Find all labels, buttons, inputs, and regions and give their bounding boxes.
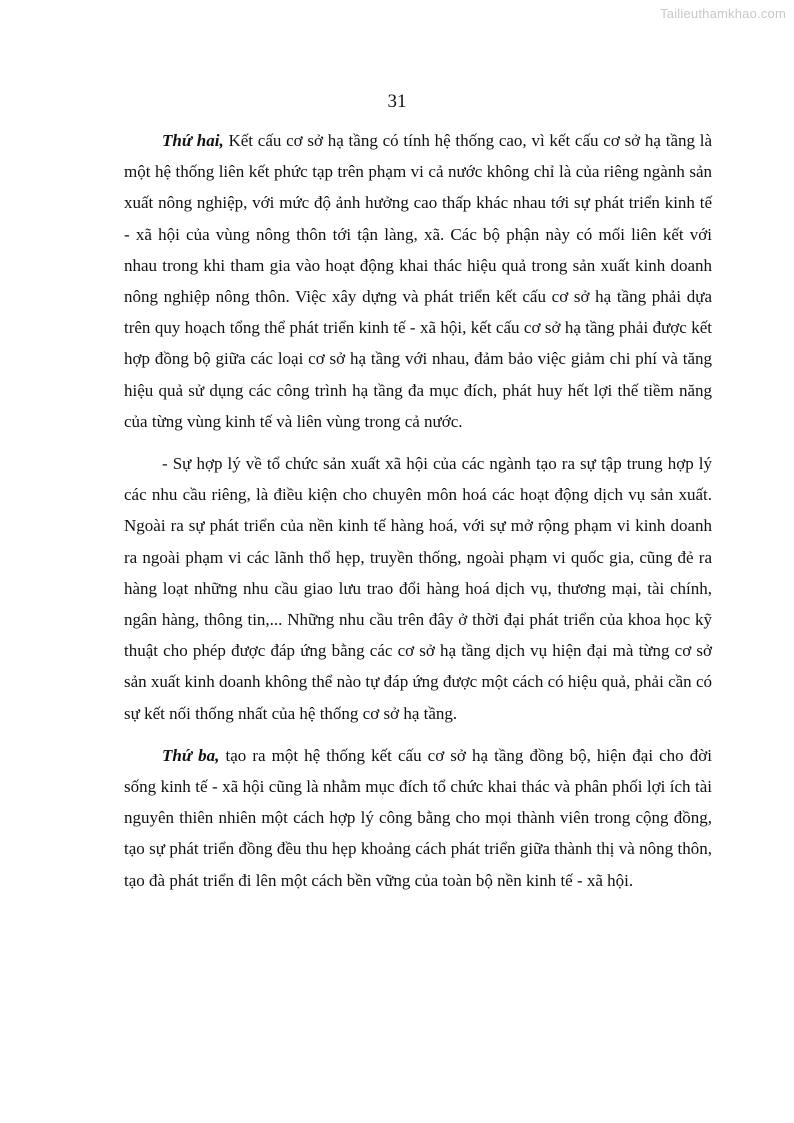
paragraph-text: Kết cấu cơ sở hạ tầng có tính hệ thống cao, vì kết cấu cơ sở hạ tầng là một hệ thống liên kết phức tạp trên phạm vi cả nước không chỉ là của riêng ngành sản xuất nông nghiệp, với mức độ ảnh hưởng cao thấp khác nhau tới sự phát triển kinh tế - xã hội của vùng nông thôn tới tận làng, xã. Các bộ phận này có mối liên kết với nhau trong khi tham gia vào hoạt động khai thác hiệu quả trong sản xuất kinh doanh nông nghiệp nông thôn. Việc xây dựng và phát triển kết cấu cơ sở hạ tầng phải dựa trên quy hoạch tổng thể phát triển kinh tế - xã hội, kết cấu cơ sở hạ tầng phải được kết hợp đồng bộ giữa các loại cơ sở hạ tầng với nhau, đảm bảo việc giảm chi phí và tăng hiệu quả sử dụng các công trình hạ tầng đa mục đích, phát huy hết lợi thế tiềm năng của từng vùng kinh tế và liên vùng trong cả nước. [124,131,713,431]
paragraph-thu-ba [124,740,712,896]
paragraph-thu-hai [124,125,712,437]
paragraph-hop-ly [124,448,712,729]
paragraph-text: tạo ra một hệ thống kết cấu cơ sở hạ tầng đồng bộ, hiện đại cho đời sống kinh tế - xã hội cũng là nhằm mục đích tổ chức khai thác và phân phối lợi ích tài nguyên thiên nhiên một cách hợp lý công bằng cho mọi thành viên trong cộng đồng, tạo sự phát triển đồng đều thu hẹp khoảng cách phát triển giữa thành thị và nông thôn, tạo đà phát triển đi lên một cách bền vững của toàn bộ nền kinh tế - xã hội. [124,745,712,890]
page-number: 31 [387,91,407,112]
paragraph-lead: Thứ hai, [162,131,224,150]
paragraph-lead: Thứ ba, [162,745,220,765]
paragraph-text: - Sự hợp lý về tổ chức sản xuất xã hội của các ngành tạo ra sự tập trung hợp lý các nhu cầu riêng, là điều kiện cho chuyên môn hoá các hoạt động dịch vụ sản xuất. Ngoài ra sự phát triển của nền kinh tế hàng hoá, với sự mở rộng phạm vi kinh doanh ra ngoài phạm vi các lãnh thổ hẹp, truyền thống, ngoài phạm vi quốc gia, cũng đẻ ra hàng loạt những nhu cầu giao lưu trao đổi hàng hoá dịch vụ, thương mại, tài chính, ngân hàng, thông tin,... Những nhu cầu trên đây ở thời đại phát triển của khoa học kỹ thuật cho phép được đáp ứng bằng các cơ sở hạ tầng dịch vụ hiện đại mà từng cơ sở sản xuất kinh doanh không thể nào tự đáp ứng được một cách có hiệu quả, phải cần có sự kết nối thống nhất của hệ thống cơ sở hạ tầng. [124,454,712,723]
document-body [124,125,712,896]
watermark-text: Tailieuthamkhao.com [660,6,786,21]
